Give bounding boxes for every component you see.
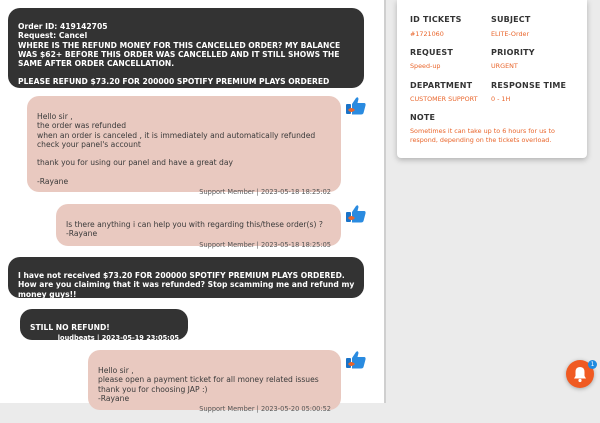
response-time-label: RESPONSE TIME xyxy=(491,81,567,90)
subject-label: SUBJECT xyxy=(491,15,531,24)
priority-label: PRIORITY xyxy=(491,48,535,57)
message-support xyxy=(88,350,341,414)
message-meta: Support Member | 2023-05-18 18:25:05 xyxy=(199,240,331,249)
message-text: Order ID: 419142705 Request: Cancel WHERE IS THE REFUND MONEY FOR THIS CANCELLED ORDER? MY BALANCE WAS $62+ BEFORE THIS ORDER WAS CANCELLED AND IT STILL SHOWS THE SAME AFTER ORDER CANCELLATION. PLEASE REFUND $73.20 FOR 200000 SPOTIFY PREMIUM PLAYS ORDERED RIGHT AWAY!! xyxy=(18,22,341,96)
message-meta: Support Member | 2023-05-18 18:25:02 xyxy=(199,187,331,196)
message-support xyxy=(56,204,341,249)
message-text: Is there anything i can help you with regarding this/these order(s) ? -Rayane xyxy=(66,220,323,239)
message-support xyxy=(27,96,341,196)
subject-value: ELITE-Order xyxy=(491,30,530,38)
message-text: Hello sir , please open a payment ticket for all money related issues thank you for choosing JAP :) -Rayane xyxy=(98,366,319,403)
notification-badge: 1 xyxy=(588,360,597,369)
ticket-id-value: #1721060 xyxy=(410,30,444,38)
message-text: Hello sir , the order was refunded when an order is canceled , it is immediately and automatically refunded check your panel's account thank you for using our panel and have a great day -Rayane xyxy=(37,112,316,186)
message-user xyxy=(20,309,188,343)
department-label: DEPARTMENT xyxy=(410,81,473,90)
priority-value: URGENT xyxy=(491,62,518,70)
ticket-info-panel xyxy=(397,0,587,158)
request-value: Speed-up xyxy=(410,62,441,70)
thumbs-up-icon xyxy=(345,350,367,370)
message-user xyxy=(8,8,364,96)
department-value: CUSTOMER SUPPORT xyxy=(410,95,478,103)
message-meta: loudbeats | 2023-05-19 23:05:05 xyxy=(57,334,179,343)
request-label: REQUEST xyxy=(410,48,454,57)
chat-divider xyxy=(384,0,386,403)
message-text: STILL NO REFUND! xyxy=(30,323,110,333)
note-label: NOTE xyxy=(410,113,436,122)
ticket-id-label: ID TICKETS xyxy=(410,15,462,24)
thumbs-up-icon xyxy=(345,204,367,224)
message-meta: Support Member | 2023-05-20 05:00:52 xyxy=(199,405,331,414)
message-user xyxy=(8,257,364,309)
note-value: Sometimes it can take up to 6 hours for us to respond, depending on the tickets overload. xyxy=(410,127,555,144)
response-time-value: 0 - 1H xyxy=(491,95,511,103)
thumbs-up-icon xyxy=(345,96,367,116)
message-meta: loudbeats | 2023-05-18 19:56:45 xyxy=(233,300,355,309)
message-text: I have not received $73.20 FOR 200000 SPOTIFY PREMIUM PLAYS ORDERED. How are you claiming that it was refunded? Stop scamming me and refund my money guys!! xyxy=(18,271,355,299)
